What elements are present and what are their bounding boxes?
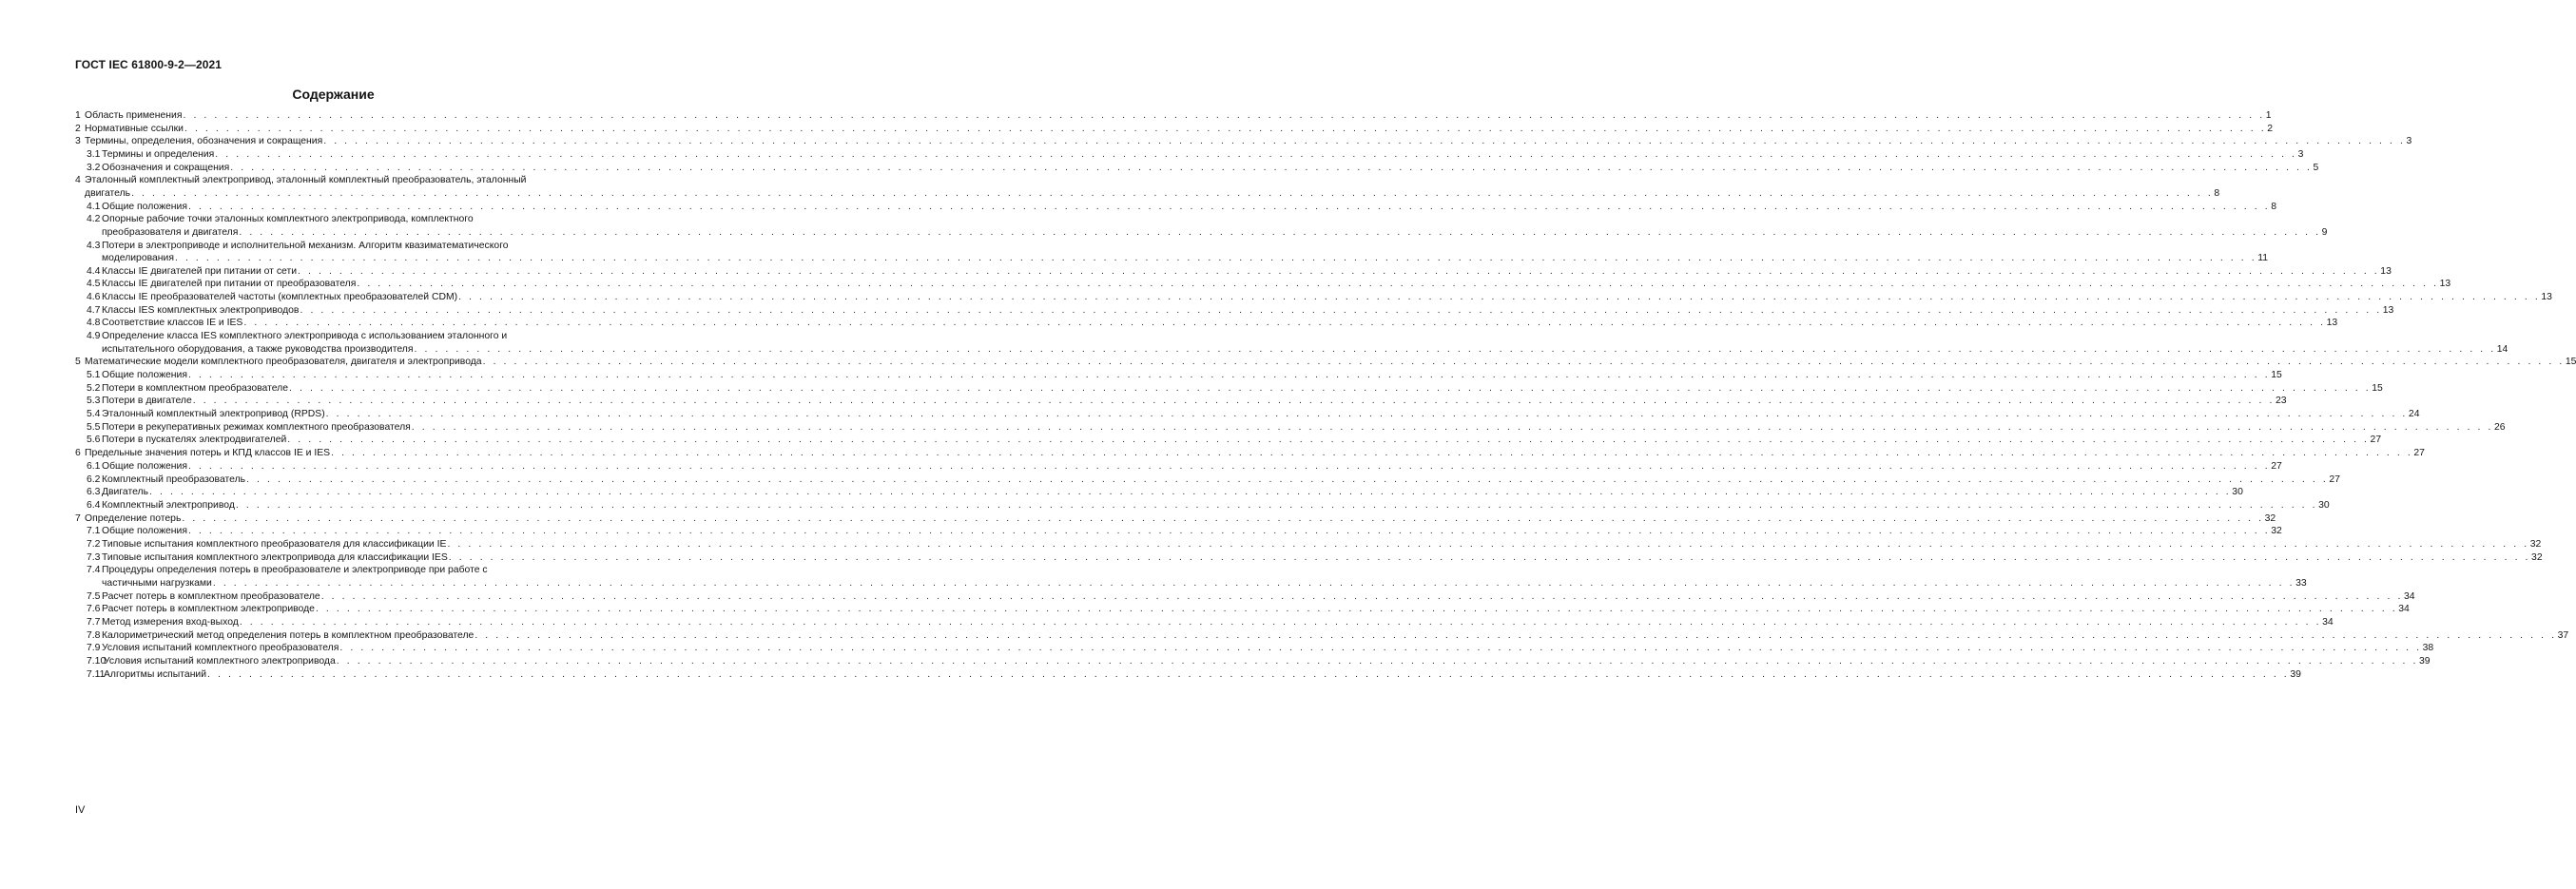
toc-entry[interactable] (75, 538, 2542, 551)
dot-leader: . . . . . . . . . . . . . . . . . . . . . . . . . . . . . . . . . . . . . . . . . . . . . . . . . . . . . . . . . . . . . . . . . . . . . . . . . . . . . . . . . . . . . . . . . . . . . . . . . . . . . . . . . . . . . . . . . . . . . . . . . . . . . . . . . . . . . . . . . . . . . . . . . . . . . . . . . . . . . . . . . . . . . . . . . . . . . . . . . . . . . . . . . . . . . . . . . . . . . . . . (458, 292, 2541, 303)
toc-entry-title: Предельные значения потерь и КПД классов IE и IES (85, 448, 331, 459)
toc-entry[interactable] (75, 499, 2330, 512)
dot-leader: . . . . . . . . . . . . . . . . . . . . . . . . . . . . . . . . . . . . . . . . . . . . . . . . . . . . . . . . . . . . . . . . . . . . . . . . . . . . . . . . . . . . . . . . . . . . . . . . . . . . . . . . . . . . . . . . . . . . . . . . . . . . . . . . . . . . . . . . . . . . . . . . . . . . . . . . . . . . . . . . . . . . . . . . . . . . . . . . . . . . . . . . . . . . . . . . . . . . . . . . (448, 551, 2531, 563)
toc-entry-title: Общие положения (102, 201, 187, 212)
toc-entry[interactable] (75, 421, 2506, 435)
toc-entry-number: 3.1 (87, 149, 101, 161)
toc-entry-title: Потери в рекуперативных режимах комплектного преобразователя (102, 421, 411, 433)
dot-leader: . . . . . . . . . . . . . . . . . . . . . . . . . . . . . . . . . . . . . . . . . . . . . . . . . . . . . . . . . . . . . . . . . . . . . . . . . . . . . . . . . . . . . . . . . . . . . . . . . . . . . . . . . . . . . . . . . . . . . . . . . . . . . . . . . . . . . . . . . . . . . . . . . . . . . . . . . . . . . . . . . . . . . . . . . . . . . . . . . . . . . . . . . . . . . . . . . . . . . . . . (182, 512, 2264, 524)
toc-entry-number: 1 (75, 110, 81, 121)
toc-entry-title: Нормативные ссылки (85, 123, 184, 134)
toc-entry[interactable] (75, 174, 2220, 200)
dot-leader: . . . . . . . . . . . . . . . . . . . . . . . . . . . . . . . . . . . . . . . . . . . . . . . . . . . . . . . . . . . . . . . . . . . . . . . . . . . . . . . . . . . . . . . . . . . . . . . . . . . . . . . . . . . . . . . . . . . . . . . . . . . . . . . . . . . . . . . . . . . . . . . . . . . . . . . . . . . . . . . . . . . . . . . . . . . . . . . . . . . . . . . . . . . . . . . . . . . . . . . . (325, 409, 2408, 420)
toc-entry-title: Классы IES комплектных электроприводов (102, 304, 300, 316)
toc-entry-page: 33 (2295, 577, 2307, 589)
document-code: ГОСТ IEC 61800-9-2—2021 (75, 58, 223, 71)
toc-entry-title: испытательного оборудования, а также руководства производителя (102, 343, 414, 355)
toc-entry-number: 7.11 (87, 668, 106, 680)
dot-leader: . . . . . . . . . . . . . . . . . . . . . . . . . . . . . . . . . . . . . . . . . . . . . . . . . . . . . . . . . . . . . . . . . . . . . . . . . . . . . . . . . . . . . . . . . . . . . . . . . . . . . . . . . . . . . . . . . . . . . . . . . . . . . . . . . . . . . . . . . . . . . . . . . . . . . . . . . . . . . . . . . . . . . . . . . . . . . . . . . . . . . . . . . . . . . . . . . . . . . . . . (298, 265, 2380, 277)
toc-entry-title: Эталонный комплектный электропривод (RPDS) (102, 409, 325, 420)
dot-leader: . . . . . . . . . . . . . . . . . . . . . . . . . . . . . . . . . . . . . . . . . . . . . . . . . . . . . . . . . . . . . . . . . . . . . . . . . . . . . . . . . . . . . . . . . . . . . . . . . . . . . . . . . . . . . . . . . . . . . . . . . . . . . . . . . . . . . . . . . . . . . . . . . . . . . . . . . . . . . . . . . . . . . . . . . . . . . . . . . . . . . . . . . . . . . . . . . . . . . . . . (207, 668, 2290, 680)
toc-entry-number: 5.1 (87, 370, 101, 380)
toc-entry-title: Определение потерь (85, 512, 182, 524)
dot-leader: . . . . . . . . . . . . . . . . . . . . . . . . . . . . . . . . . . . . . . . . . . . . . . . . . . . . . . . . . . . . . . . . . . . . . . . . . . . . . . . . . . . . . . . . . . . . . . . . . . . . . . . . . . . . . . . . . . . . . . . . . . . . . . . . . . . . . . . . . . . . . . . . . . . . . . . . . . . . . . . . . . . . . . . . . . . . . . . . . . . . . . . . . . . . . . . . . . . . . . . . (414, 343, 2496, 355)
dot-leader: . . . . . . . . . . . . . . . . . . . . . . . . . . . . . . . . . . . . . . . . . . . . . . . . . . . . . . . . . . . . . . . . . . . . . . . . . . . . . . . . . . . . . . . . . . . . . . . . . . . . . . . . . . . . . . . . . . . . . . . . . . . . . . . . . . . . . . . . . . . . . . . . . . . . . . . . . . . . . . . . . . . . . . . . . . . . . . . . . . . . . . . . . . . . . . . . . . . . . . . . (239, 616, 2322, 628)
toc-entry-number: 5.4 (87, 409, 101, 420)
toc-entry[interactable] (75, 551, 2543, 565)
toc-entry-title: Общие положения (102, 460, 187, 472)
toc-entry[interactable] (75, 162, 2319, 175)
dot-leader: . . . . . . . . . . . . . . . . . . . . . . . . . . . . . . . . . . . . . . . . . . . . . . . . . . . . . . . . . . . . . . . . . . . . . . . . . . . . . . . . . . . . . . . . . . . . . . . . . . . . . . . . . . . . . . . . . . . . . . . . . . . . . . . . . . . . . . . . . . . . . . . . . . . . . . . . . . . . . . . . . . . . . . . . . . . . . . . . . . . . . . . . . . . . . . . . . . . . . . . . (320, 590, 2403, 602)
toc-entry-page: 34 (2322, 616, 2334, 628)
toc-entry-number: 4.7 (87, 304, 101, 316)
dot-leader: . . . . . . . . . . . . . . . . . . . . . . . . . . . . . . . . . . . . . . . . . . . . . . . . . . . . . . . . . . . . . . . . . . . . . . . . . . . . . . . . . . . . . . . . . . . . . . . . . . . . . . . . . . . . . . . . . . . . . . . . . . . . . . . . . . . . . . . . . . . . . . . . . . . . . . . . . . . . . . . . . . . . . . . . . . . . . . . . . . . . . . . . . . . . . . . . . . . . . . . . (246, 473, 2329, 485)
toc-entry[interactable] (75, 616, 2334, 629)
toc-entry-title: Метод измерения вход-выход (102, 616, 239, 628)
toc-entry[interactable] (75, 512, 2276, 526)
toc-entry-page: 32 (2264, 512, 2276, 524)
toc-entry-page: 9 (2321, 226, 2328, 238)
toc-entry-number: 7.4 (87, 565, 101, 576)
toc-entry[interactable] (75, 317, 2338, 330)
toc-entry-title: Комплектный преобразователь (102, 473, 246, 485)
toc-entry-title-line: Потери в электроприводе и исполнительной механизм. Алгоритм квазиматематического (102, 240, 509, 251)
toc-entry-page: 5 (2313, 162, 2319, 173)
toc-entry[interactable] (75, 408, 2420, 421)
toc-entry-number: 4.6 (87, 292, 101, 303)
toc-entry-title: Потери в комплектном преобразователе (102, 382, 288, 394)
toc-entry-page: 8 (2271, 201, 2277, 212)
dot-leader: . . . . . . . . . . . . . . . . . . . . . . . . . . . . . . . . . . . . . . . . . . . . . . . . . . . . . . . . . . . . . . . . . . . . . . . . . . . . . . . . . . . . . . . . . . . . . . . . . . . . . . . . . . . . . . . . . . . . . . . . . . . . . . . . . . . . . . . . . . . . . . . . . . . . . . . . . . . . . . . . . . . . . . . . . . . . . . . . . . . . . . . . . . . . . . . . . . . . . . . . (187, 370, 2271, 380)
toc-entry-page: 23 (2276, 396, 2287, 407)
toc-entry-page: 27 (2271, 460, 2282, 472)
toc-entry[interactable] (75, 460, 2282, 473)
toc-entry[interactable] (75, 473, 2340, 487)
toc-entry-page: 34 (2398, 604, 2410, 615)
toc-entry-page: 32 (2529, 538, 2542, 550)
toc-entry-page: 30 (2232, 487, 2243, 498)
toc-entry-title: Общие положения (102, 526, 187, 537)
toc-entry-number: 7.2 (87, 538, 101, 550)
dot-leader: . . . . . . . . . . . . . . . . . . . . . . . . . . . . . . . . . . . . . . . . . . . . . . . . . . . . . . . . . . . . . . . . . . . . . . . . . . . . . . . . . . . . . . . . . . . . . . . . . . . . . . . . . . . . . . . . . . . . . . . . . . . . . . . . . . . . . . . . . . . . . . . . . . . . . . . . . . . . . . . . . . . . . . . . . . . . . . . . . . . . . . . . . . . . . . . . . . . . . . . . (187, 201, 2271, 212)
toc-entry-page: 37 (2557, 629, 2569, 641)
toc-entry[interactable] (75, 603, 2410, 616)
toc-entry[interactable] (75, 278, 2451, 291)
toc-entry-page: 3 (2297, 149, 2304, 161)
toc-entry-title: Классы IE двигателей при питании от преобразователя (102, 279, 357, 290)
toc-entry[interactable] (75, 123, 2274, 136)
toc-entry-page: 27 (2329, 473, 2340, 485)
toc-entry-page: 1 (2265, 110, 2272, 121)
toc-entry[interactable] (75, 590, 2415, 604)
toc-entry-title: Обозначения и сокращения (102, 162, 230, 173)
toc-entry-title: Термины, определения, обозначения и сокращения (85, 136, 323, 147)
toc-entry-page: 15 (2565, 357, 2576, 368)
toc-entry-page: 14 (2496, 343, 2508, 355)
dot-leader: . . . . . . . . . . . . . . . . . . . . . . . . . . . . . . . . . . . . . . . . . . . . . . . . . . . . . . . . . . . . . . . . . . . . . . . . . . . . . . . . . . . . . . . . . . . . . . . . . . . . . . . . . . . . . . . . . . . . . . . . . . . . . . . . . . . . . . . . . . . . . . . . . . . . . . . . . . . . . . . . . . . . . . . . . . . . . . . . . . . . . . . . . . . . . . . . . . . . . . . . (300, 304, 2382, 316)
toc-entry-title: двигатель (85, 187, 131, 199)
dot-leader: . . . . . . . . . . . . . . . . . . . . . . . . . . . . . . . . . . . . . . . . . . . . . . . . . . . . . . . . . . . . . . . . . . . . . . . . . . . . . . . . . . . . . . . . . . . . . . . . . . . . . . . . . . . . . . . . . . . . . . . . . . . . . . . . . . . . . . . . . . . . . . . . . . . . . . . . . . . . . . . . . . . . . . . . . . . . . . . . . . . . . . . . . . . . . . . . . . . . . . . . (287, 435, 2370, 446)
toc-entry[interactable] (75, 240, 2269, 265)
toc-entry[interactable] (75, 564, 2307, 589)
toc-entry-title-line: Процедуры определения потерь в преобразователе и электроприводе при работе с (102, 565, 488, 576)
toc-entry-number: 6 (75, 448, 81, 459)
toc-entry-title: Соответствие классов IE и IES (102, 318, 243, 329)
toc-entry-page: 30 (2318, 499, 2330, 511)
toc-entry-title: частичными нагрузками (102, 577, 212, 589)
toc-entry-number: 4.2 (87, 214, 101, 225)
dot-leader: . . . . . . . . . . . . . . . . . . . . . . . . . . . . . . . . . . . . . . . . . . . . . . . . . . . . . . . . . . . . . . . . . . . . . . . . . . . . . . . . . . . . . . . . . . . . . . . . . . . . . . . . . . . . . . . . . . . . . . . . . . . . . . . . . . . . . . . . . . . . . . . . . . . . . . . . . . . . . . . . . . . . . . . . . . . . . . . . . . . . . . . . . . . . . . . . . . . . . . . . (215, 149, 2297, 161)
dot-leader: . . . . . . . . . . . . . . . . . . . . . . . . . . . . . . . . . . . . . . . . . . . . . . . . . . . . . . . . . . . . . . . . . . . . . . . . . . . . . . . . . . . . . . . . . . . . . . . . . . . . . . . . . . . . . . . . . . . . . . . . . . . . . . . . . . . . . . . . . . . . . . . . . . . . . . . . . . . . . . . . . . . . . . . . . . . . . . . . . . . . . . . . . . . . . . . . . . . . . . . . (336, 655, 2419, 667)
toc-entry-title: Калориметрический метод определения потерь в комплектном преобразователе (102, 629, 475, 641)
dot-leader: . . . . . . . . . . . . . . . . . . . . . . . . . . . . . . . . . . . . . . . . . . . . . . . . . . . . . . . . . . . . . . . . . . . . . . . . . . . . . . . . . . . . . . . . . . . . . . . . . . . . . . . . . . . . . . . . . . . . . . . . . . . . . . . . . . . . . . . . . . . . . . . . . . . . . . . . . . . . . . . . . . . . . . . . . . . . . . . . . . . . . . . . . . . . . . . . . . . . . . . . (235, 499, 2318, 511)
dot-leader: . . . . . . . . . . . . . . . . . . . . . . . . . . . . . . . . . . . . . . . . . . . . . . . . . . . . . . . . . . . . . . . . . . . . . . . . . . . . . . . . . . . . . . . . . . . . . . . . . . . . . . . . . . . . . . . . . . . . . . . . . . . . . . . . . . . . . . . . . . . . . . . . . . . . . . . . . . . . . . . . . . . . . . . . . . . . . . . . . . . . . . . . . . . . . . . . . . . . . . . . (184, 123, 2267, 134)
toc-entry[interactable] (75, 447, 2425, 460)
toc-entry-page: 13 (2382, 304, 2394, 316)
dot-leader: . . . . . . . . . . . . . . . . . . . . . . . . . . . . . . . . . . . . . . . . . . . . . . . . . . . . . . . . . . . . . . . . . . . . . . . . . . . . . . . . . . . . . . . . . . . . . . . . . . . . . . . . . . . . . . . . . . . . . . . . . . . . . . . . . . . . . . . . . . . . . . . . . . . . . . . . . . . . . . . . . . . . . . . . . . . . . . . . . . . . . . . . . . . . . . . . . . . . . . . . (289, 382, 2372, 394)
toc-entry-number: 7 (75, 512, 81, 524)
toc-entry-title: Расчет потерь в комплектном преобразователе (102, 590, 320, 602)
toc-entry-number: 2 (75, 123, 81, 134)
toc-entry-title: Общие положения (102, 370, 187, 380)
dot-leader: . . . . . . . . . . . . . . . . . . . . . . . . . . . . . . . . . . . . . . . . . . . . . . . . . . . . . . . . . . . . . . . . . . . . . . . . . . . . . . . . . . . . . . . . . . . . . . . . . . . . . . . . . . . . . . . . . . . . . . . . . . . . . . . . . . . . . . . . . . . . . . . . . . . . . . . . . . . . . . . . . . . . . . . . . . . . . . . . . . . . . . . . . . . . . . . . . . . . . . . . (230, 162, 2313, 173)
toc-entry-title-line: Определение класса IES комплектного электропривода с использованием эталонного и (102, 331, 508, 342)
dot-leader: . . . . . . . . . . . . . . . . . . . . . . . . . . . . . . . . . . . . . . . . . . . . . . . . . . . . . . . . . . . . . . . . . . . . . . . . . . . . . . . . . . . . . . . . . . . . . . . . . . . . . . . . . . . . . . . . . . . . . . . . . . . . . . . . . . . . . . . . . . . . . . . . . . . . . . . . . . . . . . . . . . . . . . . . . . . . . . . . . . . . . . . . . . . . . . . . . . . . . . . . (187, 460, 2271, 472)
toc-entry-title-line: Опорные рабочие точки эталонных комплектного электропривода, комплектного (102, 214, 474, 225)
toc-entry-number: 6.1 (87, 460, 101, 472)
toc-entry-page: 32 (2531, 551, 2543, 563)
page-number: IV (75, 804, 86, 816)
toc-entry[interactable] (75, 655, 2431, 668)
toc-entry-number: 5.3 (87, 396, 101, 407)
dot-leader: . . . . . . . . . . . . . . . . . . . . . . . . . . . . . . . . . . . . . . . . . . . . . . . . . . . . . . . . . . . . . . . . . . . . . . . . . . . . . . . . . . . . . . . . . . . . . . . . . . . . . . . . . . . . . . . . . . . . . . . . . . . . . . . . . . . . . . . . . . . . . . . . . . . . . . . . . . . . . . . . . . . . . . . . . . . . . . . . . . . . . . . . . . . . . . . . . . . . . . . . (447, 538, 2529, 550)
toc-entry[interactable] (75, 265, 2392, 279)
toc-entry-title: Двигатель (102, 487, 149, 498)
toc-entry[interactable] (75, 369, 2282, 382)
toc-entry-number: 6.3 (87, 487, 101, 498)
toc-entry-number: 4.3 (87, 240, 101, 251)
toc-entry-number: 5.6 (87, 435, 101, 446)
toc-entry-page: 11 (2257, 253, 2269, 263)
toc-entry-page: 13 (2380, 265, 2392, 277)
toc-entry-page: 3 (2406, 136, 2412, 147)
table-of-contents (75, 109, 2576, 681)
toc-entry-number: 7.1 (87, 526, 101, 537)
toc-entry-number: 4.1 (87, 201, 101, 212)
toc-entry-number: 5.5 (87, 421, 101, 433)
toc-entry-title: Типовые испытания комплектного электропривода для классификации IES (102, 551, 448, 563)
toc-entry-title-line: Эталонный комплектный электропривод, эталонный комплектный преобразователь, эталонный (85, 175, 527, 186)
toc-entry-page: 38 (2422, 643, 2434, 654)
toc-entry-number: 7.10 (87, 655, 107, 667)
toc-entry[interactable] (75, 525, 2282, 538)
toc-entry-page: 39 (2290, 668, 2301, 680)
toc-entry[interactable] (75, 148, 2304, 162)
toc-entry-number: 7.7 (87, 616, 101, 628)
toc-entry-title: преобразователя и двигателя (102, 226, 239, 238)
toc-entry-page: 27 (2370, 435, 2382, 446)
toc-entry-number: 7.5 (87, 590, 101, 602)
toc-entry[interactable] (75, 434, 2382, 447)
dot-leader: . . . . . . . . . . . . . . . . . . . . . . . . . . . . . . . . . . . . . . . . . . . . . . . . . . . . . . . . . . . . . . . . . . . . . . . . . . . . . . . . . . . . . . . . . . . . . . . . . . . . . . . . . . . . . . . . . . . . . . . . . . . . . . . . . . . . . . . . . . . . . . . . . . . . . . . . . . . . . . . . . . . . . . . . . . . . . . . . . . . . . . . . . . . . . . . . . . . . . . . . (187, 526, 2271, 537)
toc-entry-title: Условия испытаний комплектного электропривода (104, 655, 336, 667)
toc-entry[interactable] (75, 356, 2576, 369)
dot-leader: . . . . . . . . . . . . . . . . . . . . . . . . . . . . . . . . . . . . . . . . . . . . . . . . . . . . . . . . . . . . . . . . . . . . . . . . . . . . . . . . . . . . . . . . . . . . . . . . . . . . . . . . . . . . . . . . . . . . . . . . . . . . . . . . . . . . . . . . . . . . . . . . . . . . . . . . . . . . . . . . . . . . . . . . . . . . . . . . . . . . . . . . . . . . . . . . . . . . . . . . (131, 187, 2214, 199)
dot-leader: . . . . . . . . . . . . . . . . . . . . . . . . . . . . . . . . . . . . . . . . . . . . . . . . . . . . . . . . . . . . . . . . . . . . . . . . . . . . . . . . . . . . . . . . . . . . . . . . . . . . . . . . . . . . . . . . . . . . . . . . . . . . . . . . . . . . . . . . . . . . . . . . . . . . . . . . . . . . . . . . . . . . . . . . . . . . . . . . . . . . . . . . . . . . . . . . . . . . . . . . (323, 136, 2406, 147)
toc-entry-number: 4.4 (87, 265, 101, 277)
dot-leader: . . . . . . . . . . . . . . . . . . . . . . . . . . . . . . . . . . . . . . . . . . . . . . . . . . . . . . . . . . . . . . . . . . . . . . . . . . . . . . . . . . . . . . . . . . . . . . . . . . . . . . . . . . . . . . . . . . . . . . . . . . . . . . . . . . . . . . . . . . . . . . . . . . . . . . . . . . . . . . . . . . . . . . . . . . . . . . . . . . . . . . . . . . . . . . . . . . . . . . . . (331, 448, 2413, 459)
toc-entry-page: 26 (2494, 421, 2506, 433)
toc-entry-number: 4 (75, 175, 81, 186)
toc-entry-page: 2 (2267, 123, 2274, 134)
toc-entry-page: 15 (2271, 370, 2282, 380)
toc-entry[interactable] (75, 201, 2277, 214)
toc-entry[interactable] (75, 213, 2328, 239)
toc-entry-page: 8 (2214, 187, 2220, 199)
dot-leader: . . . . . . . . . . . . . . . . . . . . . . . . . . . . . . . . . . . . . . . . . . . . . . . . . . . . . . . . . . . . . . . . . . . . . . . . . . . . . . . . . . . . . . . . . . . . . . . . . . . . . . . . . . . . . . . . . . . . . . . . . . . . . . . . . . . . . . . . . . . . . . . . . . . . . . . . . . . . . . . . . . . . . . . . . . . . . . . . . . . . . . . . . . . . . . . . . . . . . . . . (174, 253, 2257, 263)
toc-entry-page: 13 (2326, 318, 2338, 329)
dot-leader: . . . . . . . . . . . . . . . . . . . . . . . . . . . . . . . . . . . . . . . . . . . . . . . . . . . . . . . . . . . . . . . . . . . . . . . . . . . . . . . . . . . . . . . . . . . . . . . . . . . . . . . . . . . . . . . . . . . . . . . . . . . . . . . . . . . . . . . . . . . . . . . . . . . . . . . . . . . . . . . . . . . . . . . . . . . . . . . . . . . . . . . . . . . . . . . . . . . . . . . . (183, 110, 2265, 121)
dot-leader: . . . . . . . . . . . . . . . . . . . . . . . . . . . . . . . . . . . . . . . . . . . . . . . . . . . . . . . . . . . . . . . . . . . . . . . . . . . . . . . . . . . . . . . . . . . . . . . . . . . . . . . . . . . . . . . . . . . . . . . . . . . . . . . . . . . . . . . . . . . . . . . . . . . . . . . . . . . . . . . . . . . . . . . . . . . . . . . . . . . . . . . . . . . . . . . . . . . . . . . . (315, 604, 2398, 615)
toc-entry[interactable] (75, 668, 2301, 682)
dot-leader: . . . . . . . . . . . . . . . . . . . . . . . . . . . . . . . . . . . . . . . . . . . . . . . . . . . . . . . . . . . . . . . . . . . . . . . . . . . . . . . . . . . . . . . . . . . . . . . . . . . . . . . . . . . . . . . . . . . . . . . . . . . . . . . . . . . . . . . . . . . . . . . . . . . . . . . . . . . . . . . . . . . . . . . . . . . . . . . . . . . . . . . . . . . . . . . . . . . . . . . . (357, 279, 2439, 290)
toc-entry-page: 32 (2271, 526, 2282, 537)
toc-entry-title: моделирования (102, 253, 174, 263)
toc-entry-title: Типовые испытания комплектного преобразователя для классификации IE (102, 538, 447, 550)
toc-entry-title: Классы IE преобразователей частоты (комплектных преобразователей CDM) (102, 292, 458, 303)
toc-entry-title: Комплектный электропривод (102, 499, 235, 511)
toc-entry[interactable] (75, 395, 2287, 408)
toc-entry-page: 34 (2403, 590, 2415, 602)
toc-entry-page: 24 (2408, 409, 2420, 420)
toc-entry-number: 4.8 (87, 318, 101, 329)
toc-entry-number: 7.3 (87, 551, 101, 563)
toc-entry[interactable] (75, 629, 2569, 643)
toc-entry-number: 7.6 (87, 604, 101, 615)
dot-leader: . . . . . . . . . . . . . . . . . . . . . . . . . . . . . . . . . . . . . . . . . . . . . . . . . . . . . . . . . . . . . . . . . . . . . . . . . . . . . . . . . . . . . . . . . . . . . . . . . . . . . . . . . . . . . . . . . . . . . . . . . . . . . . . . . . . . . . . . . . . . . . . . . . . . . . . . . . . . . . . . . . . . . . . . . . . . . . . . . . . . . . . . . . . . . . . . . . . . . . . . (212, 577, 2295, 589)
toc-entry-title: Потери в двигателе (102, 396, 192, 407)
toc-title: Содержание (292, 87, 375, 102)
toc-entry[interactable] (75, 109, 2272, 123)
dot-leader: . . . . . . . . . . . . . . . . . . . . . . . . . . . . . . . . . . . . . . . . . . . . . . . . . . . . . . . . . . . . . . . . . . . . . . . . . . . . . . . . . . . . . . . . . . . . . . . . . . . . . . . . . . . . . . . . . . . . . . . . . . . . . . . . . . . . . . . . . . . . . . . . . . . . . . . . . . . . . . . . . . . . . . . . . . . . . . . . . . . . . . . . . . . . . . . . . . . . . . . . (149, 487, 2232, 498)
toc-entry-number: 3 (75, 136, 81, 147)
toc-entry-title: Алгоритмы испытаний (104, 668, 207, 680)
toc-entry-number: 3.2 (87, 162, 101, 173)
toc-entry-number: 7.8 (87, 629, 101, 641)
toc-entry-number: 4.9 (87, 331, 101, 342)
dot-leader: . . . . . . . . . . . . . . . . . . . . . . . . . . . . . . . . . . . . . . . . . . . . . . . . . . . . . . . . . . . . . . . . . . . . . . . . . . . . . . . . . . . . . . . . . . . . . . . . . . . . . . . . . . . . . . . . . . . . . . . . . . . . . . . . . . . . . . . . . . . . . . . . . . . . . . . . . . . . . . . . . . . . . . . . . . . . . . . . . . . . . . . . . . . . . . . . . . . . . . . . (411, 421, 2494, 433)
toc-entry[interactable] (75, 291, 2552, 304)
dot-leader: . . . . . . . . . . . . . . . . . . . . . . . . . . . . . . . . . . . . . . . . . . . . . . . . . . . . . . . . . . . . . . . . . . . . . . . . . . . . . . . . . . . . . . . . . . . . . . . . . . . . . . . . . . . . . . . . . . . . . . . . . . . . . . . . . . . . . . . . . . . . . . . . . . . . . . . . . . . . . . . . . . . . . . . . . . . . . . . . . . . . . . . . . . . . . . . . . . . . . . . . (192, 396, 2275, 407)
toc-entry-title: Условия испытаний комплектного преобразователя (102, 643, 339, 654)
toc-entry-title: Область применения (85, 110, 183, 121)
toc-entry-title: Термины и определения (102, 149, 215, 161)
dot-leader: . . . . . . . . . . . . . . . . . . . . . . . . . . . . . . . . . . . . . . . . . . . . . . . . . . . . . . . . . . . . . . . . . . . . . . . . . . . . . . . . . . . . . . . . . . . . . . . . . . . . . . . . . . . . . . . . . . . . . . . . . . . . . . . . . . . . . . . . . . . . . . . . . . . . . . . . . . . . . . . . . . . . . . . . . . . . . . . . . . . . . . . . . . . . . . . . . . . . . . . . (482, 357, 2565, 368)
dot-leader: . . . . . . . . . . . . . . . . . . . . . . . . . . . . . . . . . . . . . . . . . . . . . . . . . . . . . . . . . . . . . . . . . . . . . . . . . . . . . . . . . . . . . . . . . . . . . . . . . . . . . . . . . . . . . . . . . . . . . . . . . . . . . . . . . . . . . . . . . . . . . . . . . . . . . . . . . . . . . . . . . . . . . . . . . . . . . . . . . . . . . . . . . . . . . . . . . . . . . . . . (243, 318, 2326, 329)
toc-entry-number: 6.2 (87, 473, 101, 485)
toc-entry-page: 27 (2413, 448, 2425, 459)
toc-entry-page: 15 (2372, 382, 2383, 394)
toc-entry[interactable] (75, 382, 2383, 396)
toc-entry-page: 39 (2419, 655, 2431, 667)
dot-leader: . . . . . . . . . . . . . . . . . . . . . . . . . . . . . . . . . . . . . . . . . . . . . . . . . . . . . . . . . . . . . . . . . . . . . . . . . . . . . . . . . . . . . . . . . . . . . . . . . . . . . . . . . . . . . . . . . . . . . . . . . . . . . . . . . . . . . . . . . . . . . . . . . . . . . . . . . . . . . . . . . . . . . . . . . . . . . . . . . . . . . . . . . . . . . . . . . . . . . . . . (339, 643, 2422, 654)
toc-entry-title: Математические модели комплектного преобразователя, двигателя и электропривода (85, 357, 482, 368)
toc-entry-number: 7.9 (87, 643, 101, 654)
toc-entry-number: 5.2 (87, 382, 101, 394)
toc-entry[interactable] (75, 486, 2243, 499)
dot-leader: . . . . . . . . . . . . . . . . . . . . . . . . . . . . . . . . . . . . . . . . . . . . . . . . . . . . . . . . . . . . . . . . . . . . . . . . . . . . . . . . . . . . . . . . . . . . . . . . . . . . . . . . . . . . . . . . . . . . . . . . . . . . . . . . . . . . . . . . . . . . . . . . . . . . . . . . . . . . . . . . . . . . . . . . . . . . . . . . . . . . . . . . . . . . . . . . . . . . . . . . (239, 226, 2321, 238)
toc-entry[interactable] (75, 135, 2412, 148)
toc-entry-title: Потери в пускателях электродвигателей (102, 435, 287, 446)
toc-entry-title: Классы IE двигателей при питании от сети (102, 265, 298, 277)
toc-entry[interactable] (75, 330, 2508, 356)
toc-entry[interactable] (75, 304, 2394, 318)
toc-entry-title: Расчет потерь в комплектном электроприводе (102, 604, 315, 615)
toc-entry-number: 5 (75, 357, 81, 368)
toc-entry-page: 13 (2439, 279, 2451, 290)
dot-leader: . . . . . . . . . . . . . . . . . . . . . . . . . . . . . . . . . . . . . . . . . . . . . . . . . . . . . . . . . . . . . . . . . . . . . . . . . . . . . . . . . . . . . . . . . . . . . . . . . . . . . . . . . . . . . . . . . . . . . . . . . . . . . . . . . . . . . . . . . . . . . . . . . . . . . . . . . . . . . . . . . . . . . . . . . . . . . . . . . . . . . . . . . . . . . . . . . . . . . . . . (475, 629, 2557, 641)
toc-entry-number: 4.5 (87, 279, 101, 290)
toc-entry[interactable] (75, 642, 2434, 655)
toc-entry-number: 6.4 (87, 499, 101, 511)
toc-entry-page: 13 (2541, 292, 2552, 303)
